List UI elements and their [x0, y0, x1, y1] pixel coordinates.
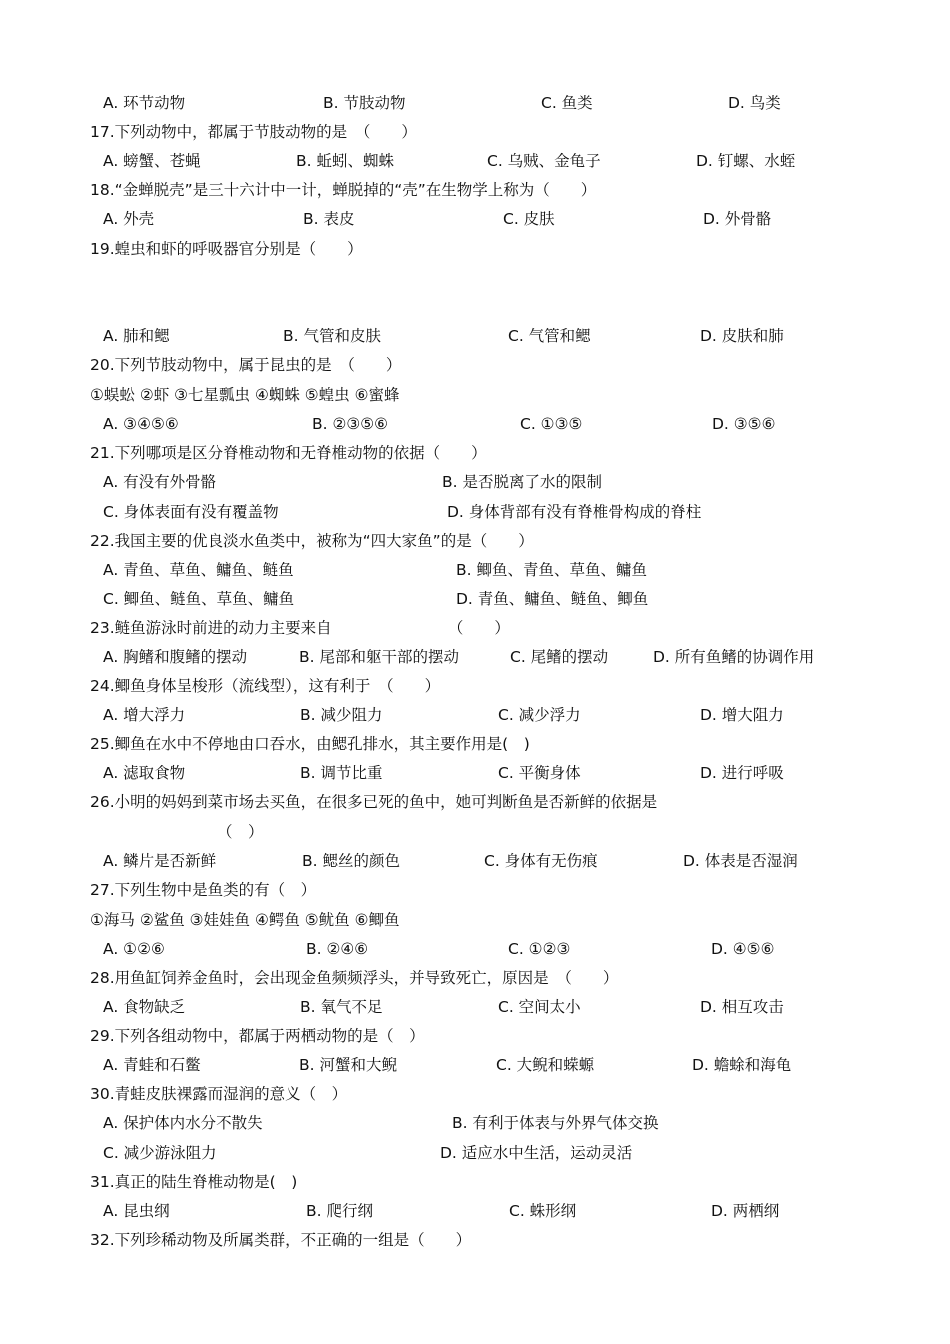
- option-d: D. 蟾蜍和海龟: [692, 1056, 792, 1074]
- question-21: 21.下列哪项是区分脊椎动物和无脊椎动物的依据（ ）: [90, 444, 487, 462]
- option-b: B. 气管和皮肤: [283, 327, 381, 345]
- option-d: D. ③⑤⑥: [712, 415, 776, 433]
- option-c: C. ①②③: [508, 940, 571, 958]
- option-c: C. 蛛形纲: [509, 1202, 577, 1220]
- question-26: 26.小明的妈妈到菜市场去买鱼，在很多已死的鱼中，她可判断鱼是否新鲜的依据是: [90, 793, 658, 811]
- option-d: D. 两栖纲: [711, 1202, 780, 1220]
- question-20: 20.下列节肢动物中，属于昆虫的是 （ ）: [90, 356, 402, 374]
- option-a: A. ③④⑤⑥: [103, 415, 179, 433]
- question-22: 22.我国主要的优良淡水鱼类中，被称为“四大家鱼”的是（ ）: [90, 532, 534, 550]
- option-b: B. ②④⑥: [306, 940, 369, 958]
- option-a: A. 昆虫纲: [103, 1202, 170, 1220]
- option-a: A. 胸鳍和腹鳍的摆动: [103, 648, 248, 666]
- option-a: A. 有没有外骨骼: [103, 473, 217, 491]
- option-c: C. 减少游泳阻力: [103, 1144, 217, 1162]
- option-a: A. 肺和鳃: [103, 327, 170, 345]
- question-19: 19.蝗虫和虾的呼吸器官分别是（ ）: [90, 240, 363, 258]
- question-29: 29.下列各组动物中，都属于两栖动物的是（ ）: [90, 1027, 425, 1045]
- option-c: C. 空间太小: [498, 998, 581, 1016]
- option-d: D. ④⑤⑥: [711, 940, 775, 958]
- option-b: B. 节肢动物: [323, 94, 406, 112]
- option-a: A. 滤取食物: [103, 764, 186, 782]
- option-a: A. 青蛙和石鳖: [103, 1056, 201, 1074]
- option-a: A. 外壳: [103, 210, 155, 228]
- option-b: B. 氧气不足: [300, 998, 383, 1016]
- option-a: A. 增大浮力: [103, 706, 186, 724]
- option-d: D. 鸟类: [728, 94, 781, 112]
- option-c: C. 气管和鳃: [508, 327, 591, 345]
- option-c: C. 身体有无伤痕: [484, 852, 598, 870]
- option-a: A. 保护体内水分不散失: [103, 1114, 263, 1132]
- option-c: C. ①③⑤: [520, 415, 583, 433]
- question-28: 28.用鱼缸饲养金鱼时，会出现金鱼频频浮头，并导致死亡，原因是 （ ）: [90, 969, 619, 987]
- question-27: 27.下列生物中是鱼类的有（ ）: [90, 881, 317, 899]
- option-d: D. 外骨骼: [703, 210, 772, 228]
- question-32: 32.下列珍稀动物及所属类群，不正确的一组是（ ）: [90, 1231, 472, 1249]
- option-b: B. 鳃丝的颜色: [302, 852, 400, 870]
- question-27-items: ①海马 ②鲨鱼 ③娃娃鱼 ④鳄鱼 ⑤鱿鱼 ⑥鲫鱼: [90, 911, 400, 929]
- option-a: A. 螃蟹、苍蝇: [103, 152, 201, 170]
- option-c: C. 平衡身体: [498, 764, 581, 782]
- option-b: B. 河蟹和大鲵: [299, 1056, 397, 1074]
- option-b: B. 减少阻力: [300, 706, 383, 724]
- option-b: B. 鲫鱼、青鱼、草鱼、鳙鱼: [456, 561, 647, 579]
- option-a: A. 食物缺乏: [103, 998, 186, 1016]
- option-b: B. 有利于体表与外界气体交换: [452, 1114, 659, 1132]
- option-b: B. 蚯蚓、蜘蛛: [296, 152, 394, 170]
- option-d: D. 青鱼、鳙鱼、鲢鱼、鲫鱼: [456, 590, 649, 608]
- option-d: D. 适应水中生活，运动灵活: [440, 1144, 633, 1162]
- option-d: D. 进行呼吸: [700, 764, 784, 782]
- option-b: B. 是否脱离了水的限制: [442, 473, 602, 491]
- option-c: C. 鱼类: [541, 94, 593, 112]
- option-c: C. 鲫鱼、鲢鱼、草鱼、鳙鱼: [103, 590, 295, 608]
- option-a: A. ①②⑥: [103, 940, 165, 958]
- question-18: 18.“金蝉脱壳”是三十六计中一计，蝉脱掉的“壳”在生物学上称为（ ）: [90, 181, 597, 199]
- option-c: C. 身体表面有没有覆盖物: [103, 503, 279, 521]
- option-c: C. 减少浮力: [498, 706, 581, 724]
- option-b: B. ②③⑤⑥: [312, 415, 389, 433]
- option-d: D. 增大阻力: [700, 706, 784, 724]
- question-23: 23.鲢鱼游泳时前进的动力主要来自 （ ）: [90, 619, 510, 637]
- option-c: C. 大鲵和蝾螈: [496, 1056, 595, 1074]
- question-26-blank: （ ）: [217, 823, 264, 841]
- option-b: B. 调节比重: [300, 764, 383, 782]
- question-31: 31.真正的陆生脊椎动物是( ): [90, 1173, 298, 1191]
- option-c: C. 乌贼、金龟子: [487, 152, 601, 170]
- option-b: B. 爬行纲: [306, 1202, 373, 1220]
- option-d: D. 体表是否湿润: [683, 852, 798, 870]
- option-b: B. 尾部和躯干部的摆动: [299, 648, 459, 666]
- option-c: C. 皮肤: [503, 210, 555, 228]
- option-d: D. 相互攻击: [700, 998, 784, 1016]
- option-d: D. 钉螺、水蛭: [696, 152, 796, 170]
- option-d: D. 皮肤和肺: [700, 327, 784, 345]
- question-24: 24.鲫鱼身体呈梭形（流线型），这有利于 （ ）: [90, 677, 441, 695]
- option-d: D. 所有鱼鳍的协调作用: [653, 648, 815, 666]
- option-a: A. 青鱼、草鱼、鳙鱼、鲢鱼: [103, 561, 294, 579]
- option-a: A. 鳞片是否新鲜: [103, 852, 217, 870]
- option-b: B. 表皮: [303, 210, 355, 228]
- question-20-items: ①蜈蚣 ②虾 ③七星瓢虫 ④蜘蛛 ⑤蝗虫 ⑥蜜蜂: [90, 386, 400, 404]
- option-d: D. 身体背部有没有脊椎骨构成的脊柱: [447, 503, 702, 521]
- option-a: A. 环节动物: [103, 94, 186, 112]
- question-30: 30.青蛙皮肤裸露而湿润的意义（ ）: [90, 1085, 348, 1103]
- option-c: C. 尾鳍的摆动: [510, 648, 609, 666]
- question-25: 25.鲫鱼在水中不停地由口吞水，由鳃孔排水，其主要作用是( ): [90, 735, 530, 753]
- question-17: 17.下列动物中，都属于节肢动物的是 （ ）: [90, 123, 417, 141]
